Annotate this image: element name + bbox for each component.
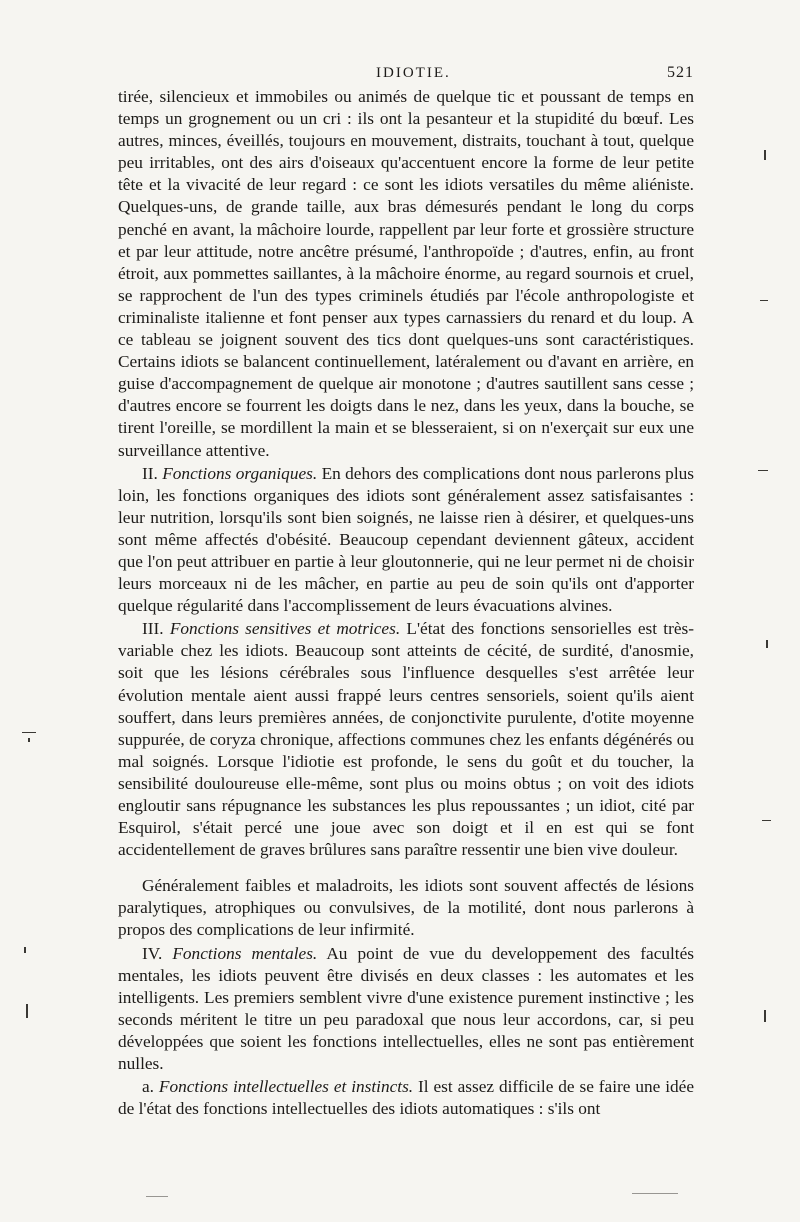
- body-text: [118, 86, 694, 1120]
- scan-artifact: [24, 947, 26, 953]
- section-number: III.: [142, 619, 164, 639]
- section-iii-paragraph: [118, 618, 694, 861]
- paragraph-text: Au point de vue du developpement des facultés mentales, les idiots peuvent être divisés en deux classes : les automates et les intelligents. Les premiers semblent vivre d'une existence purement instinctive ; les seconds méritent le titre un peu paradoxal que nous leur accordons, car, si peu développées que soient les fonctions intellectuelles, elles ne sont pas entièrement nulles.: [118, 943, 694, 1074]
- scan-artifact: [764, 1010, 766, 1022]
- paragraph-text: L'état des fonctions sensorielles est très-variable chez les idiots. Beaucoup sont atteints de cécité, de surdité, d'anosmie, soit que les lésions cérébrales sous l'influence desquelles s'est arrêtée leur évolution mentale aient aussi frappé leurs centres sensoriels, soient qu'ils aient souffert, dans leurs premières années, de conjonctivite purulente, d'otite moyenne suppurée, de coryza chronique, affections communes chez les enfants dégénérés ou mal soignés. Lorsque l'idiotie est profonde, le sens du goût et du toucher, la sensibilité douloureuse elle-même, sont plus ou moins obtus ; on voit des idiots engloutir sans répugnance les substances les plus repoussantes ; un idiot, cité par Esquirol, s'était percé une joue avec son doigt et il en est qui se font accidentellement de graves brûlures sans paraître ressentir une bien vive douleur.: [118, 619, 694, 860]
- running-head: [118, 64, 694, 82]
- section-number: II.: [142, 463, 158, 483]
- scan-artifact: [146, 1196, 168, 1197]
- paragraph-motility: [118, 875, 694, 941]
- subsection-a-paragraph: [118, 1076, 694, 1120]
- paragraph-text: En dehors des complications dont nous parlerons plus loin, les fonctions organiques des idiots sont généralement assez satisfaisantes : leur nutrition, lorsqu'ils sont bien soignés, ne laisse rien à désirer, et quelques-uns sont même affectés d'obésité. Beaucoup cependant deviennent gâteux, accident que l'on peut attribuer en partie à leur gloutonnerie, qui ne leur permet ni de choisir leurs morceaux ni de les mâcher, en partie au peu de soin qu'ils ont d'apporter quelque régularité dans l'accomplissement de leurs évacuations alvines.: [118, 463, 694, 616]
- scan-artifact: [632, 1193, 678, 1194]
- scan-artifact: [28, 738, 30, 742]
- section-number: IV.: [142, 943, 163, 963]
- section-heading: Fonctions organiques.: [162, 463, 318, 483]
- paragraph-1: [118, 86, 694, 462]
- section-number: a.: [142, 1077, 154, 1097]
- section-iv-paragraph: [118, 943, 694, 1076]
- scan-artifact: [764, 150, 766, 160]
- section-heading: Fonctions intellectuelles et instincts.: [158, 1077, 414, 1097]
- scan-artifact: [762, 820, 771, 821]
- scan-artifact: [766, 640, 768, 648]
- scan-artifact: [758, 470, 768, 471]
- section-ii-paragraph: [118, 463, 694, 618]
- scan-artifact: [760, 300, 768, 301]
- section-heading: Fonctions sensitives et motrices.: [169, 619, 401, 639]
- scan-artifact: [26, 1004, 28, 1018]
- page-number: 521: [667, 64, 694, 81]
- running-title: IDIOTIE.: [376, 65, 451, 81]
- paragraph-text: Il est assez difficile de se faire une idée de l'état des fonctions intellectuelles des idiots automatiques : s'ils ont: [118, 1077, 694, 1119]
- paragraph-text: Généralement faibles et maladroits, les idiots sont souvent affectés de lésions paralytiques, atrophiques ou convulsives, de la motilité, dont nous parlerons à propos des complications de leur infirmité.: [118, 876, 694, 940]
- section-heading: Fonctions mentales.: [172, 943, 318, 963]
- paragraph-text: tirée, silencieux et immobiles ou animés de quelque tic et poussant de temps en temps un grognement ou un cri : ils ont la pesanteur et la stupidité du bœuf. Les autres, minces, éveillés, toujours en mouvement, distraits, touchant à tout, quelque peu irritables, ont des airs d'oiseaux qu'accentuent encore la forme de leur petite tête et la vivacité de leur regard : ce sont les idiots versatiles du même aliéniste. Quelques-uns, de grande taille, aux bras démesurés pendant le long du corps penché en avant, la mâchoire lourde, rappellent par leur forte et grossière structure et par leur attitude, notre ancêtre présumé, l'anthropoïde ; d'autres, enfin, au front étroit, aux pommettes saillantes, à la mâchoire énorme, au regard sournois et cruel, se rapprochent de l'un des types criminels étudiés par l'école anthropologiste et criminaliste italienne et font penser aux types carnassiers du renard et du loup. A ce tableau se joignent souvent des tics dont quelques-uns sont caractéristiques. Certains idiots se balancent continuellement, latéralement ou d'avant en arrière, en guise d'accompagnement de quelque air monotone ; d'autres sautillent sans cesse ; d'autres encore se fourrent les doigts dans le nez, dans les yeux, dans la bouche, se tirent l'oreille, se mordillent la main et se blesseraient, si on n'exerçait sur eux une surveillance attentive.: [118, 87, 694, 460]
- scan-artifact: [22, 732, 36, 733]
